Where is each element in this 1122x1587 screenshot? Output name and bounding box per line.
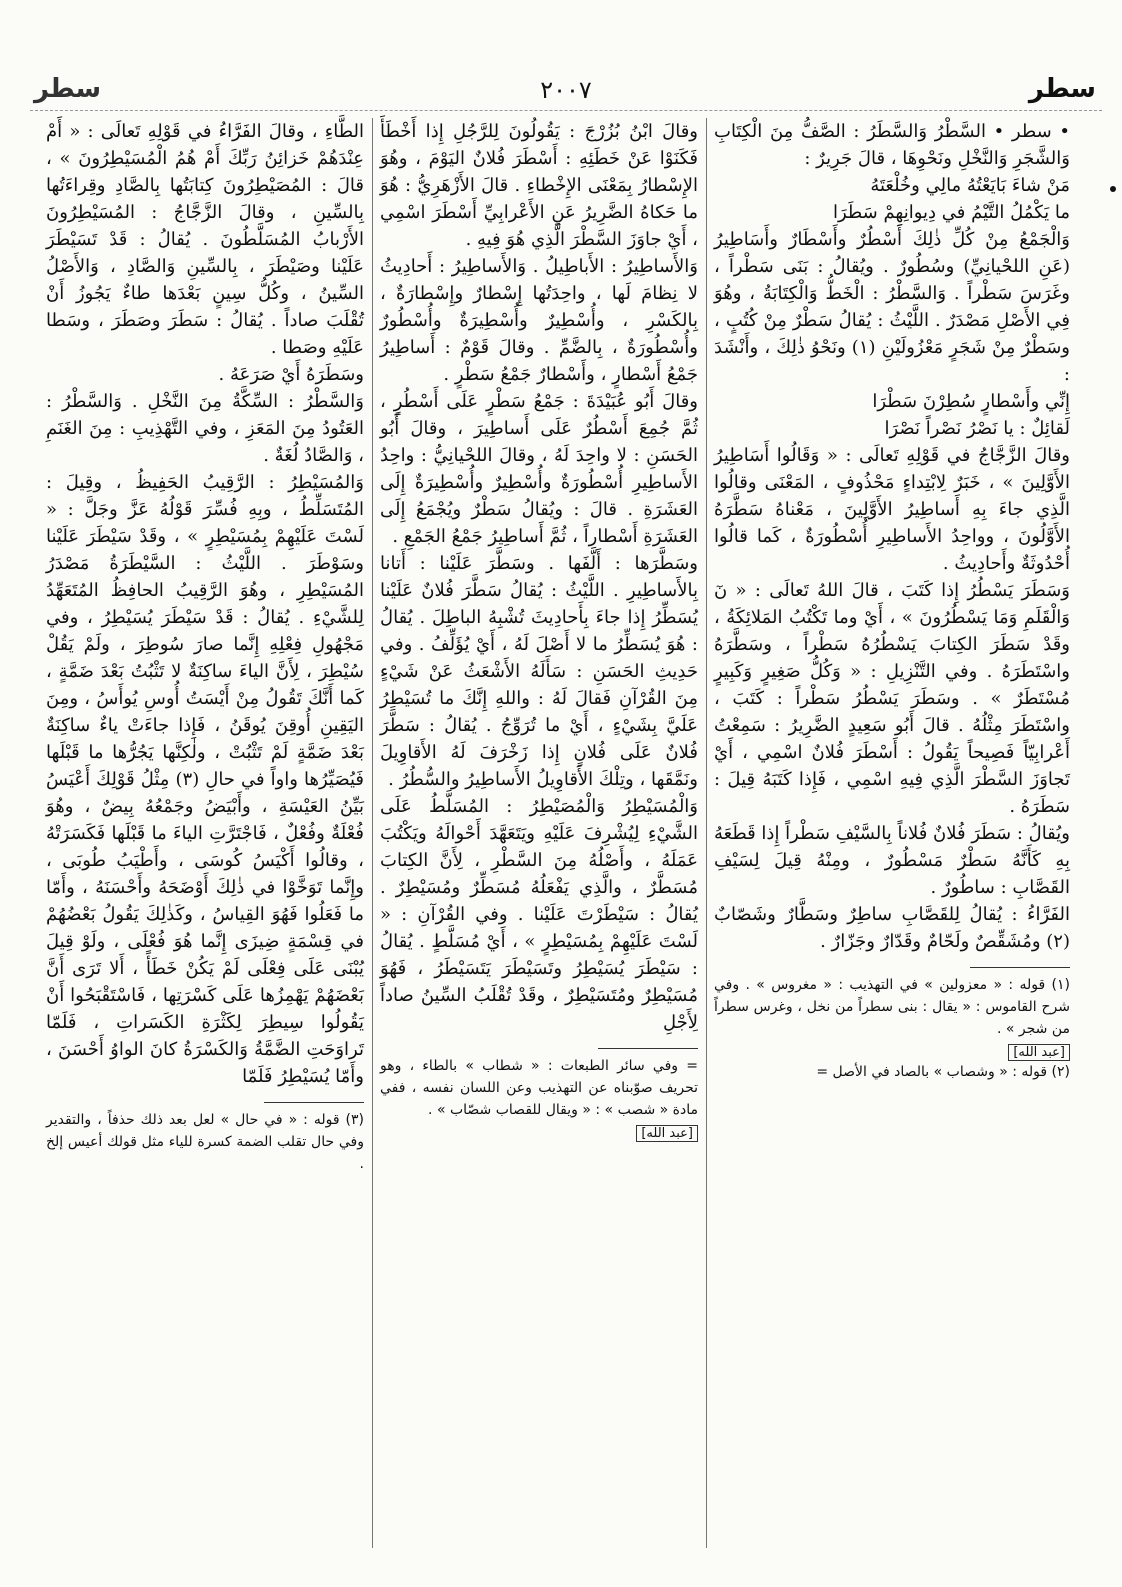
- footnote-3: (٣) قوله : « في حال » لعل بعد ذلك حذفاً ، والتقدير وفي حال تقلب الضمة كسرة للياء مثل قولك أعيس إلخ .: [46, 1112, 364, 1172]
- column-right-body: • سطر • السَّطْرُ وَالسَّطَرُ : الصَّفُّ مِنَ الْكِتَابِ وَالشَّجَرِ وَالنَّخْلِ ونَحْوِهَا ، قالَ جَرِيرٌ : مَنْ شاءَ بَايَعْتُهُ مالِي وخُلْعَتَهُ ما يَكْمُلُ التَّيْمُ في دِيوانِهِمْ سَطَرَا وَالْجَمْعُ مِنْ كُلِّ ذٰلِكَ أَسْطُرٌ وأَسْطَارٌ وأَسَاطِيرُ (عَنِ اللحْيانِيِّ) وسُطُورٌ . ويُقالُ : بَنَى سَطْراً ، وغَرَسَ سَطْراً . وَالسَّطْرُ : الْخَطُّ وَالْكِتَابَةُ ، وهُوَ فِي الأَصْلِ مَصْدَرٌ . اللَّيْثُ : يُقالُ سَطْرٌ مِنْ كُتُبٍ ، وسَطْرٌ مِنْ شَجَرٍ مَعْزُولَيْنِ (١) ونَحْوُ ذٰلِكَ ، وأَنْشَدَ : إِنِّي وأَسْطارٍ سُطِرْنَ سَطْرَا لَقائِلٌ : يا نَصْرُ نَصْراً نَصْرَا وقالَ الزَّجَّاجُ في قَوْلِهِ تَعالَى : « وَقَالُوا أَسَاطِيرُ الأَوَّلِينَ » ، خَبَرٌ لِابْتِداءٍ مَحْذُوفٍ ، المَعْنَى وقالُوا الَّذِي جاءَ بِهِ أَساطِيرُ الأَوَّلِينَ ، مَعْناهُ سَطَّرَهُ الأَوَّلُونَ ، وواحِدُ الأَساطِيرِ أُسْطُورَةٌ ، كَما قالُوا أُحْدُوثَةٌ وأَحادِيثُ . وَسَطَرَ يَسْطُرُ إِذا كَتَبَ ، قالَ اللهُ تَعالَى : « نٓ وَالْقَلَمِ وَمَا يَسْطُرُونَ » ، أَيْ وما تَكْتُبُ المَلائِكَةُ ، وقَدْ سَطَرَ الكِتابَ يَسْطُرُهُ سَطْراً ، وسَطَّرَهُ واسْتَطَرَهُ . وفي التَّنْزِيلِ : « وَكُلُّ صَغِيرٍ وَكَبِيرٍ مُسْتَطَرٌ » . وسَطَرَ يَسْطُرُ سَطْراً : كَتَبَ ، واسْتَطَرَ مِثْلُهُ . قالَ أَبُو سَعِيدٍ الضَّرِيرُ : سَمِعْتُ أَعْرابِيّاً فَصِيحاً يَقُولُ : أَسْطَرَ فُلانٌ اسْمِي ، أَيْ تَجاوَزَ السَّطْرَ الَّذِي فِيهِ اسْمِي ، فَإِذا كَتَبَهُ قِيلَ : سَطَرَهُ . ويُقالُ : سَطَرَ فُلانٌ فُلاناً بِالسَّيْفِ سَطْراً إِذا قَطَعَهُ بِهِ كَأَنَّهُ سَطْرٌ مَسْطُورٌ ، ومِنْهُ قِيلَ لِسَيْفِ القَصَّابِ : ساطُورٌ . الفَرَّاءُ : يُقالُ لِلقَصَّابِ ساطِرٌ وسَطَّارٌ وشَصّابٌ (٢) ومُشَقِّصٌ ولَحّامٌ وقَدّارٌ وجَزّارٌ .: [714, 121, 1070, 952]
- column-divider-1: [706, 118, 707, 1548]
- margin-dot: [1110, 186, 1116, 192]
- footnote-divider: [970, 967, 1070, 968]
- column-middle: [374, 118, 704, 1548]
- header-root-word-right: سطر: [1028, 74, 1096, 104]
- footnote-divider: [598, 1048, 698, 1049]
- page-header: [30, 74, 1102, 110]
- page-number: ٢٠٠٧: [540, 76, 592, 104]
- column-left: [40, 118, 370, 1548]
- column-right: [708, 118, 1076, 1548]
- column-left-body: الطَّاءِ ، وقالَ الفَرَّاءُ في قَوْلِهِ تَعالَى : « أَمْ عِنْدَهُمْ خَزائِنُ رَبِّكَ أَمْ هُمُ الْمُسَيْطِرُونَ » ، قالَ : المُصَيْطِرُونَ كِتابَتُها بِالصَّادِ وقِراءَتُها بِالسِّينِ ، وقالَ الزَّجَّاجُ : المُسَيْطِرُونَ الأَرْبابُ المُسَلَّطُونَ . يُقالُ : قَدْ تَسَيْطَرَ عَلَيْنا وصَيْطَرَ ، بِالسِّينِ وَالصَّادِ ، وَالأَصْلُ السِّينُ ، وكُلُّ سِينٍ بَعْدَها طاءٌ يَجُوزُ أَنْ تُقْلَبَ صاداً . يُقالُ : سَطَرَ وصَطَرَ ، وسَطا عَلَيْهِ وصَطا . وسَطَرَهُ أَيْ صَرَعَهُ . وَالسَّطْرُ : السِّكَّةُ مِنَ النَّخْلِ . وَالسَّطْرُ : العَتُودُ مِنَ المَعَزِ ، وفي التَّهْذِيبِ : مِنَ الغَنَمِ ، وَالصَّادُ لُغَةٌ . وَالمُسَيْطِرُ : الرَّقِيبُ الحَفِيظُ ، وقِيلَ : المُتَسَلِّطُ ، وبِهِ فُسِّرَ قَوْلُهُ عَزَّ وجَلَّ : « لَسْتَ عَلَيْهِمْ بِمُسَيْطِرٍ » ، وقَدْ سَيْطَرَ عَلَيْنا وسَوْطَرَ . اللَّيْثُ : السَّيْطَرَةُ مَصْدَرُ المُسَيْطِرِ ، وهُوَ الرَّقِيبُ الحافِظُ المُتَعَهِّدُ لِلشَّيْءِ . يُقالُ : قَدْ سَيْطَرَ يُسَيْطِرُ ، وفي مَجْهُولِ فِعْلِهِ إِنَّما صارَ سُوطِرَ ، ولَمْ يَقُلْ سُيْطِرَ ، لِأَنَّ الياءَ ساكِنَةٌ لا تَثْبُتُ بَعْدَ ضَمَّةٍ ، كَما أَنَّكَ تَقُولُ مِنْ أَيْسَتُ أُوسِ يُوأَسُ ، ومِنَ اليَقِينِ أُوقِنَ يُوقَنُ ، فَإِذا جاءَتْ ياءٌ ساكِنَةٌ بَعْدَ ضَمَّةٍ لَمْ تَثْبُتْ ، ولٰكِنَّها يَجُرُّها ما قَبْلَها فَيُصَيِّرُها واواً في حالِ (٣) مِثْلُ قَوْلِكَ أَعْيَسُ بَيِّنُ العَيْسَةِ ، وأَبْيَضُ وجَمْعُهُ بِيضٌ ، وهُوَ فُعْلَةٌ وفُعْلٌ ، فَاجْتَرَّتِ الياءَ ما قَبْلَها فَكَسَرَتْهُ ، وقالُوا أَكْيَسُ كُوسَى ، وأَطْيَبُ طُوبَى ، وإِنَّما تَوَخَّوْا في ذٰلِكَ أَوْضَحَهُ وأَحْسَنَهُ ، وأَمّا ما فَعَلُوا فَهُوَ القِياسُ ، وكَذٰلِكَ يَقُولُ بَعْضُهُمْ في قِسْمَةٍ ضِيزَى إِنَّما هُوَ فُعْلَى ، ولَوْ قِيلَ يُبْنَى عَلَى فِعْلَى لَمْ يَكُنْ خَطَأً ، أَلا تَرَى أَنَّ بَعْضَهُمْ يَهْمِزُها عَلَى كَسْرَتِها ، فَاسْتَقْبَحُوا أَنْ يَقُولُوا سِيطِرَ لِكَثْرَةِ الكَسَراتِ ، فَلَمّا تَراوَحَتِ الضَّمَّةُ وَالكَسْرَةُ كانَ الواوُ أَحْسَنَ ، وأَمّا يُسَيْطِرُ فَلَمّا: [46, 121, 365, 1087]
- footnote-2: (٢) قوله : « وشصاب » بالصاد في الأصل =: [816, 1064, 1070, 1080]
- editor-signature: [عبد الله]: [636, 1125, 698, 1142]
- footnote-2-continued: = وفي سائر الطبعات : « شطاب » بالطاء ، وهو تحريف صوّبناه عن التهذيب وعن اللسان نفسه ، ففي مادة « شصب » : « ويقال للقصاب شصّاب » .: [380, 1058, 698, 1118]
- column-middle-body: وقالَ ابْنُ بُزُرْجَ : يَقُولُونَ لِلرَّجُلِ إِذا أَخْطَأَ فَكَنَوْا عَنْ خَطَئِهِ : أَسْطَرَ فُلانٌ اليَوْمَ ، وهُوَ الإِسْطارُ بِمَعْنَى الإِخْطاءِ . قالَ الأَزْهَرِيُّ : هُوَ ما حَكاهُ الضَّرِيرُ عَنِ الأَعْرابِيِّ أَسْطَرَ اسْمِي ، أَيْ جاوَزَ السَّطْرَ الَّذِي هُوَ فِيهِ . وَالأَساطِيرُ : الأَباطِيلُ . وَالأَساطِيرُ : أَحادِيثُ لا نِظامَ لَها ، واحِدَتُها إِسْطارٌ وإِسْطارَةٌ ، بِالكَسْرِ ، وأُسْطِيرٌ وأُسْطِيرَةٌ وأُسْطُورٌ وأُسْطُورَةٌ ، بِالضَّمِّ . وقالَ قَوْمٌ : أَساطِيرُ جَمْعُ أَسْطارٍ ، وأَسْطارٌ جَمْعُ سَطْرٍ . وقالَ أَبُو عُبَيْدَةَ : جَمْعُ سَطْرٍ عَلَى أَسْطُرٍ ، ثُمَّ جُمِعَ أَسْطُرٌ عَلَى أَساطِيرَ ، وقالَ أَبُو الحَسَنِ : لا واحِدَ لَهُ ، وقالَ اللحْيانِيُّ : واحِدُ الأَساطِيرِ أُسْطُورَةٌ وأُسْطِيرٌ وأُسْطِيرَةٌ إِلَى العَشَرَةِ . قالَ : ويُقالُ سَطْرٌ ويُجْمَعُ إِلَى العَشَرَةِ أَسْطاراً ، ثُمَّ أَساطِيرُ جَمْعُ الجَمْعِ . وسَطَّرَها : أَلَّفَها . وسَطَّرَ عَلَيْنا : أَتانا بِالأَساطِيرِ . اللَّيْثُ : يُقالُ سَطَّرَ فُلانٌ عَلَيْنا يُسَطِّرُ إِذا جاءَ بِأَحادِيثَ تُشْبِهُ الباطِلَ . يُقالُ : هُوَ يُسَطِّرُ ما لا أَصْلَ لَهُ ، أَيْ يُؤَلِّفُ . وفي حَدِيثِ الحَسَنِ : سَأَلَهُ الأَشْعَثُ عَنْ شَيْءٍ مِنَ القُرْآنِ فَقالَ لَهُ : واللهِ إِنَّكَ ما تُسَيْطِرُ عَلَيَّ بِشَيْءٍ ، أَيْ ما تُرَوِّجُ . يُقالُ : سَطَّرَ فُلانٌ عَلَى فُلانٍ إِذا زَخْرَفَ لَهُ الأَقاوِيلَ ونَمَّقَها ، وتِلْكَ الأَقاوِيلُ الأَساطِيرُ والسُّطُرُ . وَالْمُسَيْطِرُ وَالْمُصَيْطِرُ : المُسَلَّطُ عَلَى الشَّيْءِ لِيُشْرِفَ عَلَيْهِ ويَتَعَهَّدَ أَحْوالَهُ ويَكْتُبَ عَمَلَهُ ، وأَصْلُهُ مِنَ السَّطْرِ ، لِأَنَّ الكِتابَ مُسَطَّرٌ ، والَّذِي يَفْعَلُهُ مُسَطِّرٌ ومُسَيْطِرٌ . يُقالُ : سَيْطَرْتَ عَلَيْنا . وفي القُرْآنِ : « لَسْتَ عَلَيْهِمْ بِمُسَيْطِرٍ » ، أَيْ مُسَلَّطٍ . يُقالُ : سَيْطَرَ يُسَيْطِرُ وتَسَيْطَرَ يَتَسَيْطَرُ ، فَهُوَ مُسَيْطِرٌ ومُتَسَيْطِرٌ ، وقَدْ تُقْلَبُ السِّينُ صاداً لِأَجْلِ: [380, 121, 698, 1033]
- footnote-1: (١) قوله : « معزولين » في التهذيب : « مغروس » . وفي شرح القاموس : « يقال : بنى سطراً من نخل ، وغرس سطراً من شجر » .: [714, 977, 1070, 1037]
- editor-signature: [عبد الله]: [1008, 1044, 1070, 1061]
- footnote-divider: [264, 1102, 364, 1103]
- column-divider-2: [372, 118, 373, 1548]
- header-root-word-left: سطر: [34, 74, 102, 104]
- header-divider: [30, 110, 1102, 111]
